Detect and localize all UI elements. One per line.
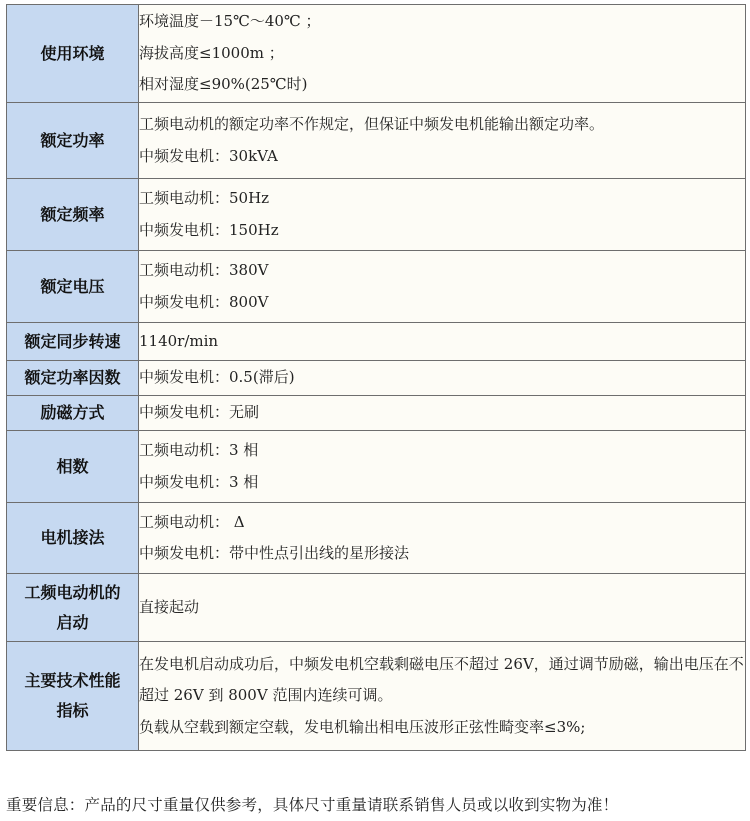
row-value (139, 396, 746, 431)
value-line: 中频发电机：30kVA (139, 146, 278, 165)
spec-table (6, 4, 746, 751)
value-line: 在发电机启动成功后，中频发电机空载剩磁电压不超过 26V，通过调节励磁，输出电压在不超过 26V 到 800V 范围内连续可调。 (139, 654, 744, 705)
row-value (139, 503, 746, 574)
value-line: 工频电动机：3 相 (139, 441, 259, 459)
row-value (139, 431, 746, 503)
row-value (139, 5, 746, 103)
row-label: 额定功率 (7, 103, 139, 179)
table-row (7, 103, 746, 179)
row-label: 使用环境 (7, 5, 139, 103)
table-row (7, 574, 746, 642)
value-line: 中频发电机：150Hz (139, 220, 279, 239)
value-line: 海拔高度≤1000m ； (139, 43, 284, 62)
value-line: 中频发电机：带中性点引出线的星形接法 (139, 544, 410, 562)
value-line: 中频发电机：0.5(滞后) (139, 368, 295, 387)
value-line: 中频发电机：3 相 (139, 472, 259, 491)
row-value (139, 574, 746, 642)
value-line: 工频电动机的额定功率不作规定，但保证中频发电机能输出额定功率。 (139, 115, 605, 133)
table-row (7, 179, 746, 251)
row-label: 电机接法 (7, 503, 139, 574)
table-row (7, 642, 746, 751)
row-label: 相数 (7, 431, 139, 503)
row-value (139, 103, 746, 179)
footer-notice: 重要信息：产品的尺寸重量仅供参考，具体尺寸重量请联系销售人员或以收到实物为准！ (6, 796, 619, 814)
label-line: 启动 (56, 612, 89, 632)
table-row (7, 251, 746, 323)
value-line: 工频电动机：380V (139, 261, 269, 279)
value-line: 工频电动机：50Hz (139, 189, 270, 207)
value-line: 直接起动 (139, 597, 200, 616)
table-row (7, 503, 746, 574)
row-label: 额定电压 (7, 251, 139, 323)
row-value (139, 361, 746, 396)
row-value (139, 251, 746, 323)
row-label: 额定同步转速 (7, 323, 139, 361)
value-line: 1140r/min (139, 331, 219, 350)
label-line: 主要技术性能 (24, 671, 121, 690)
table-row (7, 5, 746, 103)
table-row (7, 396, 746, 431)
row-label: 额定频率 (7, 179, 139, 251)
row-value (139, 179, 746, 251)
label-line: 工频电动机的 (24, 582, 121, 602)
row-label: 额定功率因数 (7, 361, 139, 396)
value-line: 环境温度－15℃～40℃ ； (139, 12, 321, 31)
label-line: 指标 (56, 701, 89, 720)
table-row (7, 323, 746, 361)
row-value (139, 642, 746, 751)
value-line: 中频发电机：无刷 (139, 403, 260, 422)
table-row (7, 431, 746, 503)
row-label (7, 574, 139, 642)
value-line: 中频发电机：800V (139, 292, 269, 311)
value-line: 工频电动机： Δ (139, 512, 245, 531)
value-line: 负载从空载到额定空载，发电机输出相电压波形正弦性畸变率≤3%; (139, 717, 586, 736)
row-value (139, 323, 746, 361)
row-label (7, 642, 139, 751)
value-line: 相对湿度≤90%(25℃时) (139, 75, 308, 94)
row-label: 励磁方式 (7, 396, 139, 431)
table-row (7, 361, 746, 396)
